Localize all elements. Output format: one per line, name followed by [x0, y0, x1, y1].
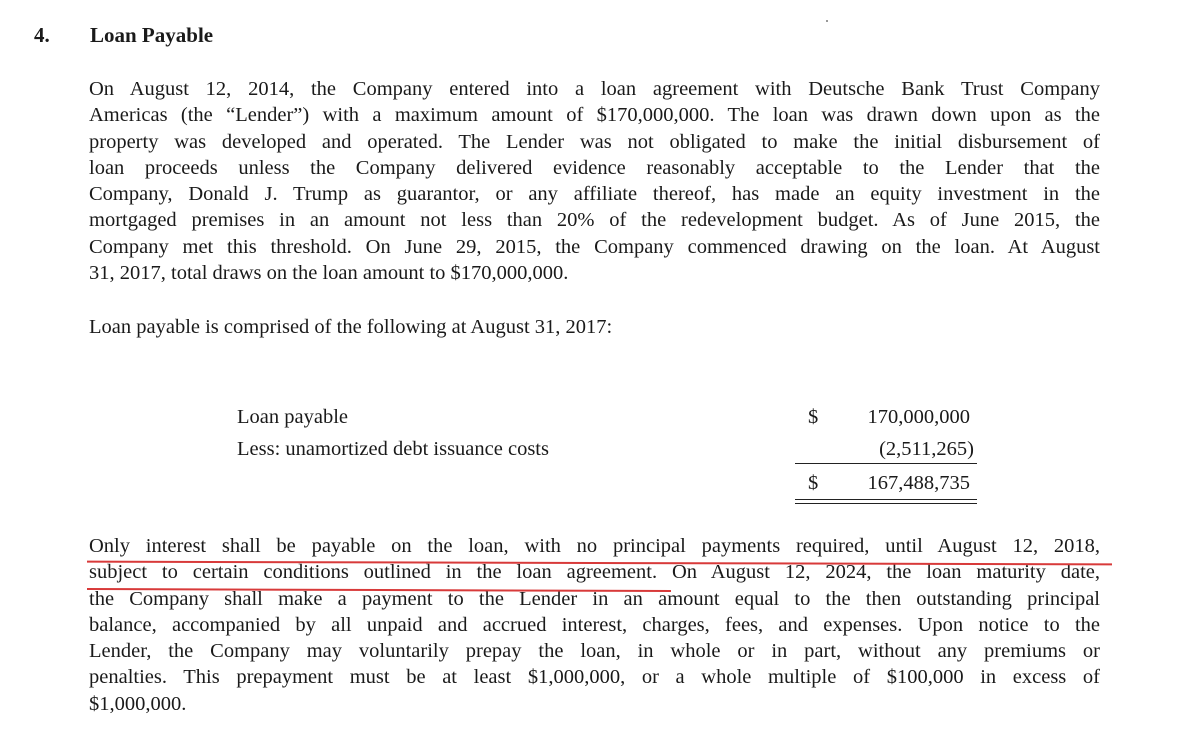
paragraph-line: Loan payable is comprised of the following at August 31, 2017:	[89, 316, 613, 338]
currency-symbol: $	[808, 472, 819, 494]
paragraph-line: 31, 2017, total draws on the loan amount to $170,000,000.	[89, 262, 569, 285]
paragraph-line: mortgaged premises in an amount not less than 20% of the redevelopment budget. As of June 2015, the	[89, 209, 1100, 232]
paragraph-loan-agreement	[89, 76, 1100, 286]
total-double-rule-bottom	[795, 503, 977, 504]
section-number: 4.	[34, 23, 50, 47]
section-title: Loan Payable	[90, 23, 214, 47]
subtotal-rule	[795, 463, 977, 464]
paragraph-line: Only interest shall be payable on the loan, with no principal payments required, until August 12, 2018,	[89, 535, 1100, 557]
paragraph-line: loan proceeds unless the Company delivered evidence reasonably acceptable to the Lender that the	[89, 156, 1100, 179]
paragraph-table-intro	[89, 314, 1100, 340]
paragraph-line: penalties. This prepayment must be at least $1,000,000, or a whole multiple of $100,000 in excess of	[89, 666, 1100, 689]
currency-symbol: $	[808, 406, 819, 428]
paragraph-line: property was developed and operated. The Lender was not obligated to make the initial disbursement of	[89, 130, 1100, 153]
paragraph-line: balance, accompanied by all unpaid and accrued interest, charges, fees, and expenses. Upon notice to the	[89, 613, 1100, 636]
paragraph-line: Americas (the “Lender”) with a maximum amount of $170,000,000. The loan was drawn down upon as the	[89, 104, 1100, 127]
amount-total: 167,488,735	[867, 472, 970, 494]
paragraph-line: the Company shall make a payment to the Lender in an amount equal to the then outstanding principal	[89, 587, 1100, 610]
amount-issuance-costs: (2,511,265)	[879, 438, 974, 460]
paragraph-line: Company, Donald J. Trump as guarantor, or any affiliate thereof, has made an equity investment in the	[89, 183, 1100, 206]
table-row-label-issuance-costs: Less: unamortized debt issuance costs	[237, 438, 549, 460]
amount-loan-payable: 170,000,000	[867, 406, 970, 428]
paragraph-line: subject to certain conditions outlined in the loan agreement. On August 12, 2024, the loan maturity date,	[89, 561, 1100, 584]
scan-speck	[826, 20, 828, 22]
total-double-rule-top	[795, 499, 977, 500]
paragraph-line: On August 12, 2014, the Company entered into a loan agreement with Deutsche Bank Trust Company	[89, 78, 1100, 100]
table-row-label-loan-payable: Loan payable	[237, 406, 348, 428]
paragraph-line: Lender, the Company may voluntarily prepay the loan, in whole or in part, without any premiums or	[89, 640, 1100, 663]
paragraph-line: Company met this threshold. On June 29, 2015, the Company commenced drawing on the loan. At August	[89, 235, 1100, 258]
paragraph-line: $1,000,000.	[89, 692, 187, 715]
